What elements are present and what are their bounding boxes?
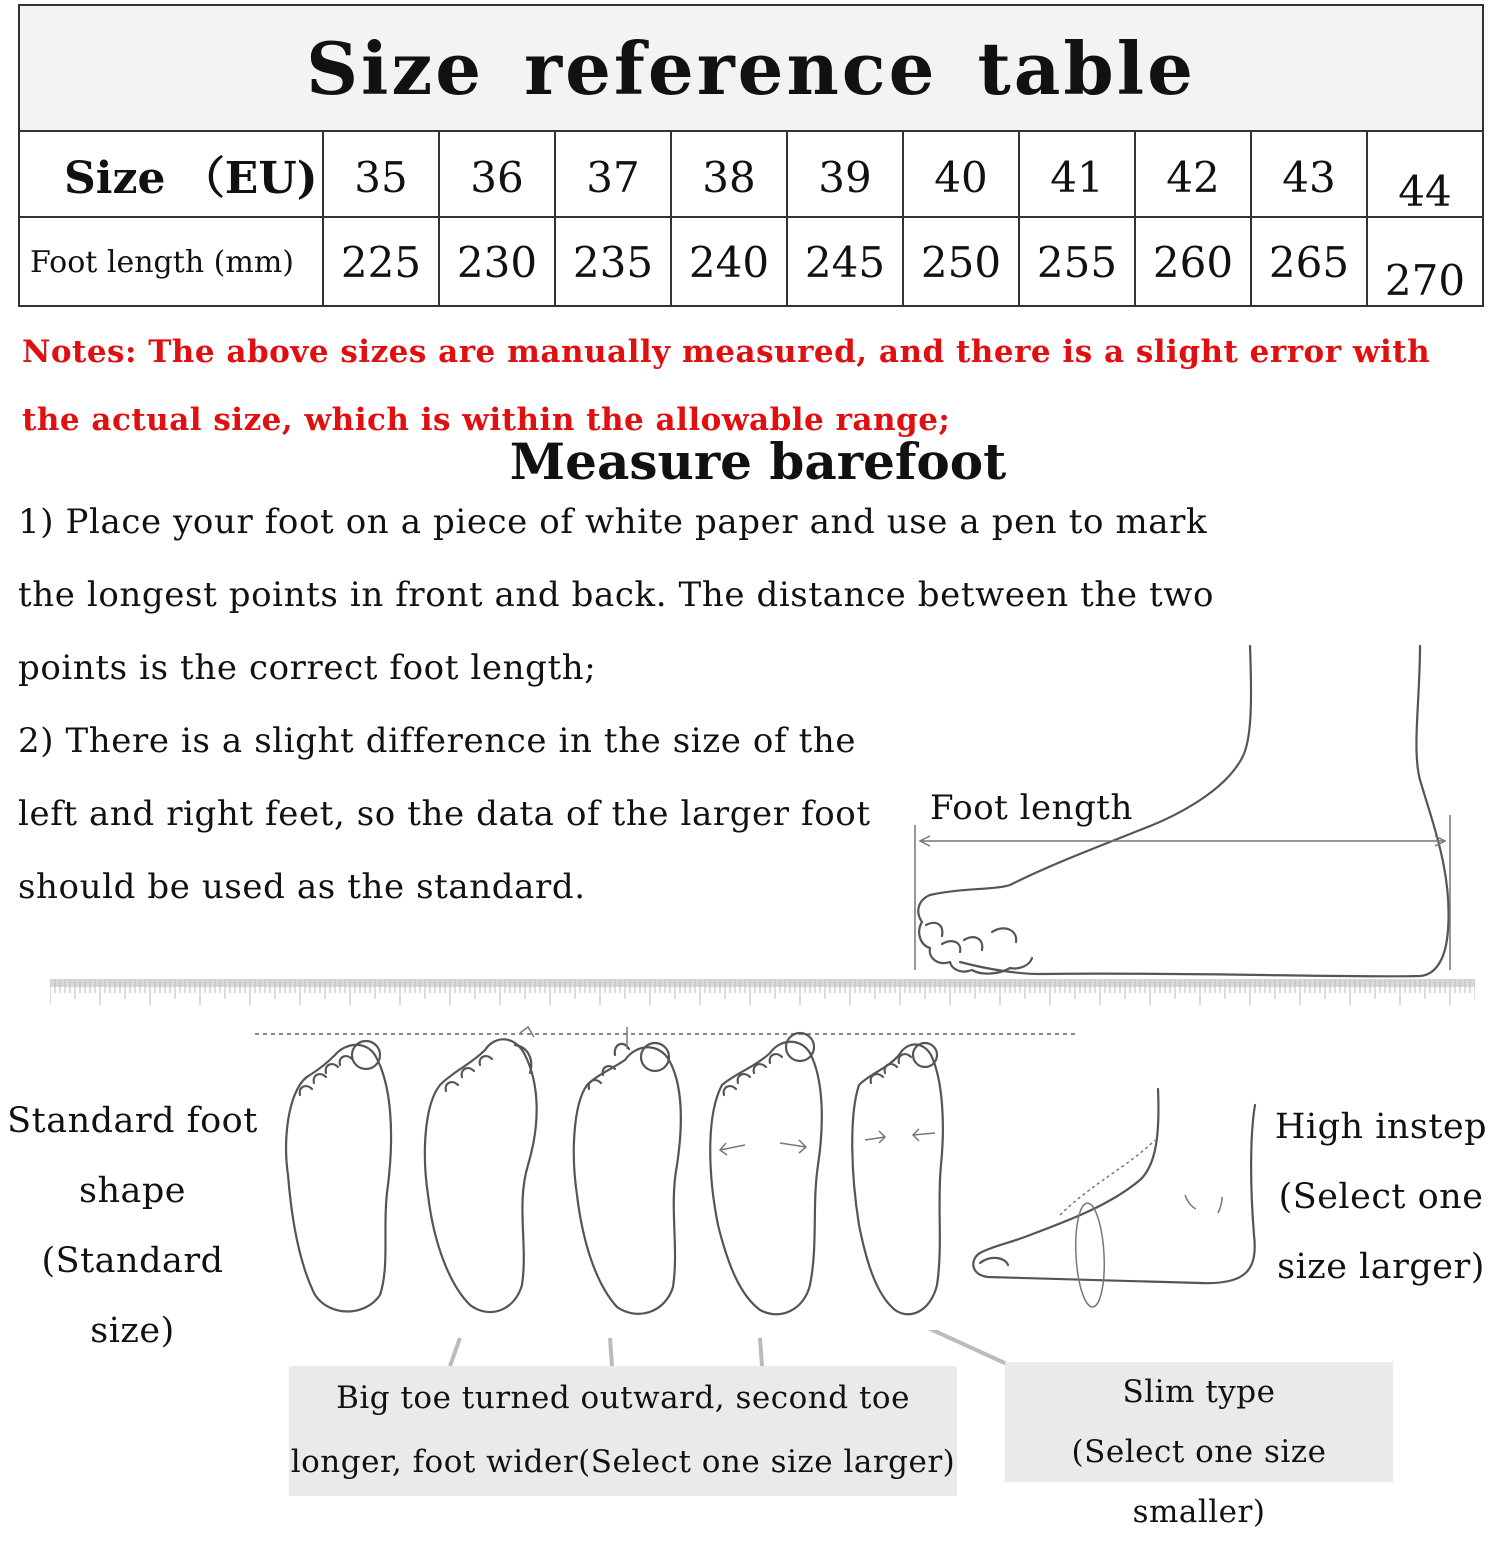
size-cell: 35 (324, 132, 440, 216)
measure-title: Measure barefoot (509, 432, 1007, 491)
size-cell: 36 (440, 132, 556, 216)
instruction-line: 2) There is a slight difference in the size of the (18, 721, 857, 761)
size-reference-table (18, 4, 1484, 307)
size-cell: 44 (1398, 167, 1452, 216)
length-cell: 235 (556, 218, 672, 307)
size-row (20, 132, 1482, 218)
wide-foot-advice-line: Big toe turned outward, second toe (336, 1380, 910, 1416)
high-instep-illustration (960, 1085, 1270, 1315)
size-cell: 39 (788, 132, 904, 216)
size-cell: 41 (1020, 132, 1136, 216)
slim-foot-advice-line: (Select one size smaller) (1071, 1434, 1327, 1530)
length-cell: 265 (1252, 218, 1368, 307)
size-header: Size （EU) (20, 132, 324, 216)
standard-foot-label-line: shape (79, 1171, 186, 1211)
length-cell: 250 (904, 218, 1020, 307)
foot-shapes-illustration (270, 1025, 970, 1325)
long-second-toe-foot-outline (574, 1027, 681, 1314)
length-cell: 230 (440, 218, 556, 307)
standard-foot-outline (286, 1041, 391, 1312)
standard-foot-label-line: (Standard size) (41, 1241, 224, 1351)
length-cell: 225 (324, 218, 440, 307)
standard-foot-label-line: Standard foot (7, 1101, 258, 1141)
high-instep-label-line: High instep (1274, 1107, 1488, 1147)
instruction-line: points is the correct foot length; (18, 648, 597, 688)
measurement-notes: Notes: The above sizes are manually measured, and there is a slight error with the actual size, which is within the allowable range; (22, 334, 1431, 438)
instruction-line: the longest points in front and back. The distance between the two (18, 575, 1215, 615)
instruction-line: left and right feet, so the data of the larger foot (18, 794, 871, 834)
size-cell: 42 (1136, 132, 1252, 216)
table-title: Size reference table (306, 25, 1196, 111)
length-cell: 245 (788, 218, 904, 307)
bunion-foot-outline (425, 1027, 537, 1312)
wide-foot-outline (710, 1033, 822, 1314)
size-cell: 40 (904, 132, 1020, 216)
length-cell: 260 (1136, 218, 1252, 307)
slim-foot-outline (852, 1043, 943, 1314)
ruler-illustration (50, 975, 1475, 1011)
standard-foot-label (0, 1086, 265, 1366)
instruction-line: 1) Place your foot on a piece of white paper and use a pen to mark (18, 502, 1208, 542)
table-title-cell (20, 6, 1482, 132)
foot-length-header: Foot length (mm) (20, 218, 324, 307)
instruction-line: should be used as the standard. (18, 867, 586, 907)
slim-foot-advice-line: Slim type (1122, 1374, 1276, 1410)
high-instep-label (1272, 1092, 1490, 1302)
size-cell: 43 (1252, 132, 1368, 216)
wide-foot-advice-box (289, 1366, 957, 1496)
length-cell: 240 (672, 218, 788, 307)
wide-foot-advice-line: longer, foot wider(Select one size larger) (290, 1444, 956, 1480)
length-cell: 255 (1020, 218, 1136, 307)
foot-length-diagram-label: Foot length (930, 788, 1133, 828)
length-cell: 270 (1384, 256, 1466, 305)
high-instep-label-line: (Select one (1278, 1177, 1484, 1217)
size-cell: 38 (672, 132, 788, 216)
foot-length-row (20, 218, 1482, 307)
slim-foot-advice-box (1005, 1362, 1393, 1530)
size-cell: 37 (556, 132, 672, 216)
high-instep-label-line: size larger) (1277, 1247, 1485, 1287)
